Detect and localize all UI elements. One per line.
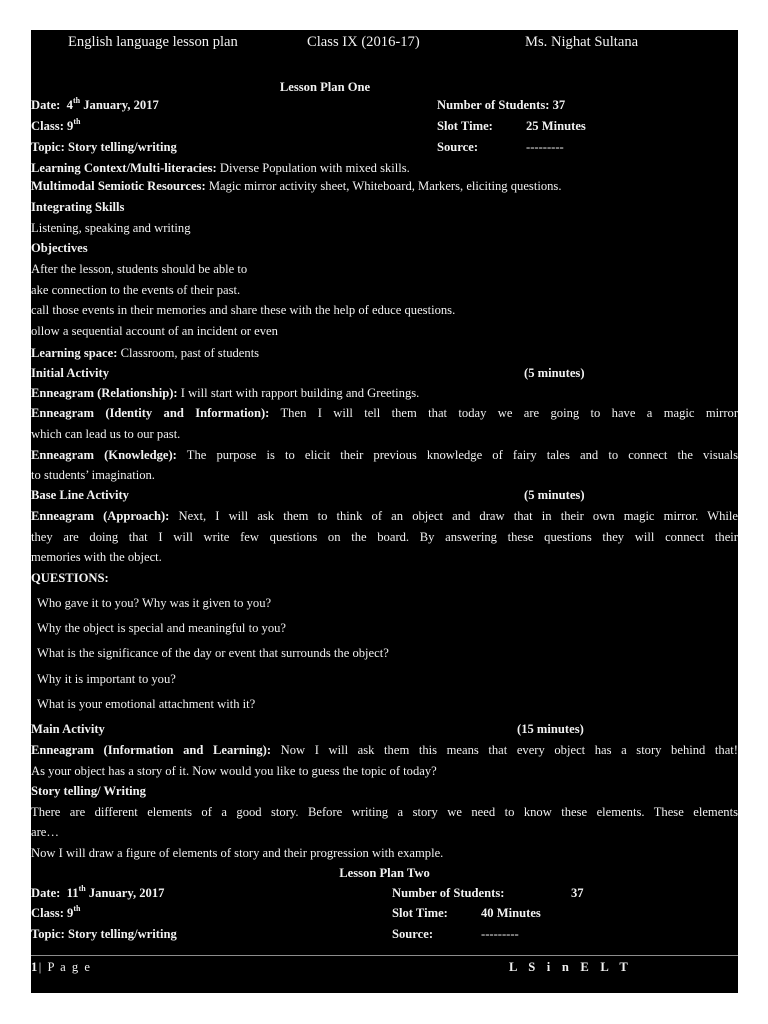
plan1-context-label: Learning Context/Multi-literacies: bbox=[31, 161, 217, 175]
plan1-resources-value: Magic mirror activity sheet, Whiteboard, Markers, eliciting questions. bbox=[208, 179, 562, 193]
plan2-source-value: --------- bbox=[481, 927, 519, 941]
plan1-source-label: Source: bbox=[437, 140, 479, 154]
enneagram-identity-line2: which can lead us to our past. bbox=[31, 427, 181, 441]
question-item: What is your emotional attachment with it? bbox=[37, 697, 256, 711]
plan2-students-value: 37 bbox=[571, 886, 584, 900]
plan1-slot-value: 25 Minutes bbox=[526, 119, 586, 133]
objective-line: ollow a sequential account of an incident or even bbox=[31, 324, 278, 338]
story-heading: Story telling/ Writing bbox=[31, 784, 146, 798]
skills-value: Listening, speaking and writing bbox=[31, 221, 191, 235]
plan1-context bbox=[31, 161, 410, 176]
objectives-heading: Objectives bbox=[31, 241, 88, 255]
plan1-resources-label: Multimodal Semiotic Resources: bbox=[31, 179, 206, 193]
plan2-date-sup: th bbox=[78, 883, 86, 893]
plan1-class-sup: th bbox=[73, 116, 81, 126]
plan1-source-value: --------- bbox=[526, 140, 564, 154]
question-item: What is the significance of the day or event that surrounds the object? bbox=[37, 646, 389, 660]
story-line1: There are different elements of a good story. Before writing a story we need to know these elements. These elements bbox=[31, 805, 738, 819]
story-line3: Now I will draw a figure of elements of story and their progression with example. bbox=[31, 846, 444, 860]
plan2-date-day: 11 bbox=[66, 886, 79, 900]
enneagram-approach-line1 bbox=[31, 509, 738, 524]
objective-line: After the lesson, students should be able to bbox=[31, 262, 248, 276]
document-page bbox=[31, 30, 738, 993]
plan2-date bbox=[31, 883, 165, 901]
plan1-resources bbox=[31, 179, 561, 194]
enneagram-identity-line1 bbox=[31, 406, 738, 421]
knowledge-text: The purpose is to elicit their previous knowledge of fairy tales and to connect the visuals bbox=[186, 448, 738, 462]
initial-activity-heading: Initial Activity bbox=[31, 366, 110, 380]
plan1-date-day: 4 bbox=[66, 98, 73, 112]
plan2-class-sup: th bbox=[73, 903, 81, 913]
learning-space bbox=[31, 346, 259, 361]
enneagram-approach-line2: they are doing that I will write few questions on the board. By answering these questions they will connect their bbox=[31, 530, 738, 544]
initial-activity-time: (5 minutes) bbox=[524, 366, 585, 380]
plan1-date-label: Date: bbox=[31, 98, 61, 112]
plan1-context-value: Diverse Population with mixed skills. bbox=[219, 161, 410, 175]
lesson-plan-two-title: Lesson Plan Two bbox=[339, 866, 430, 880]
footer-right-text: L S i n E L T bbox=[509, 960, 632, 974]
skills-heading: Integrating Skills bbox=[31, 200, 125, 214]
plan1-topic: Topic: Story telling/writing bbox=[31, 140, 177, 154]
main-activity-time: (15 minutes) bbox=[517, 722, 584, 736]
header-class: Class IX (2016-17) bbox=[307, 34, 420, 50]
plan2-topic: Topic: Story telling/writing bbox=[31, 927, 177, 941]
story-line2: are… bbox=[31, 825, 59, 839]
plan2-class bbox=[31, 903, 81, 921]
plan1-class bbox=[31, 116, 81, 134]
approach-label: Enneagram (Approach): bbox=[31, 509, 170, 523]
enneagram-info-line2: As your object has a story of it. Now would you like to guess the topic of today? bbox=[31, 764, 437, 778]
footer-page-label: | P a g e bbox=[38, 960, 92, 974]
main-activity-heading: Main Activity bbox=[31, 722, 105, 736]
plan1-date-rest: January, 2017 bbox=[83, 98, 159, 112]
info-text: Now I will ask them this means that every object has a story behind that! bbox=[280, 743, 738, 757]
questions-heading: QUESTIONS: bbox=[31, 571, 109, 585]
footer-page bbox=[31, 960, 91, 975]
question-item: Why the object is special and meaningful to you? bbox=[37, 621, 287, 635]
plan1-class-label: Class: bbox=[31, 119, 64, 133]
question-item: Why it is important to you? bbox=[37, 672, 176, 686]
identity-label: Enneagram (Identity and Information): bbox=[31, 406, 270, 420]
relationship-label: Enneagram (Relationship): bbox=[31, 386, 178, 400]
knowledge-label: Enneagram (Knowledge): bbox=[31, 448, 177, 462]
learning-space-value: Classroom, past of students bbox=[120, 346, 260, 360]
plan1-date-sup: th bbox=[72, 95, 81, 105]
approach-text: Next, I will ask them to think of an object and draw that in their own magic mirror. While bbox=[178, 509, 738, 523]
plan2-slot-value: 40 Minutes bbox=[481, 906, 541, 920]
baseline-activity-heading: Base Line Activity bbox=[31, 488, 129, 502]
plan1-students: Number of Students: 37 bbox=[437, 98, 566, 112]
plan2-class-label: Class: bbox=[31, 906, 64, 920]
plan2-date-label: Date: bbox=[31, 886, 61, 900]
footer-rule bbox=[31, 955, 738, 956]
plan1-class-value: 9 bbox=[67, 119, 74, 133]
plan1-date bbox=[31, 95, 159, 113]
learning-space-label: Learning space: bbox=[31, 346, 118, 360]
plan2-date-rest: January, 2017 bbox=[88, 886, 165, 900]
enneagram-info-line1 bbox=[31, 743, 738, 758]
lesson-plan-one-title: Lesson Plan One bbox=[279, 80, 371, 94]
plan2-slot-label: Slot Time: bbox=[392, 906, 448, 920]
info-label: Enneagram (Information and Learning): bbox=[31, 743, 272, 757]
relationship-value: I will start with rapport building and Greetings. bbox=[180, 386, 420, 400]
header-doc-title: English language lesson plan bbox=[68, 34, 238, 50]
question-item: Who gave it to you? Why was it given to you? bbox=[37, 596, 272, 610]
plan2-class-value: 9 bbox=[67, 906, 74, 920]
footer-page-number: 1 bbox=[31, 960, 39, 974]
enneagram-knowledge-line2: to students’ imagination. bbox=[31, 468, 155, 482]
plan2-source-label: Source: bbox=[392, 927, 434, 941]
objective-line: ake connection to the events of their past. bbox=[31, 283, 241, 297]
enneagram-relationship bbox=[31, 386, 419, 401]
header-teacher: Ms. Nighat Sultana bbox=[525, 34, 639, 50]
enneagram-approach-line3: memories with the object. bbox=[31, 550, 162, 564]
baseline-activity-time: (5 minutes) bbox=[524, 488, 585, 502]
objective-line: call those events in their memories and share these with the help of educe questions. bbox=[31, 303, 456, 317]
plan2-students-label: Number of Students: bbox=[392, 886, 505, 900]
enneagram-knowledge-line1 bbox=[31, 448, 738, 463]
plan1-slot-label: Slot Time: bbox=[437, 119, 493, 133]
identity-text: Then I will tell them that today we are going to have a magic mirror bbox=[280, 406, 738, 420]
